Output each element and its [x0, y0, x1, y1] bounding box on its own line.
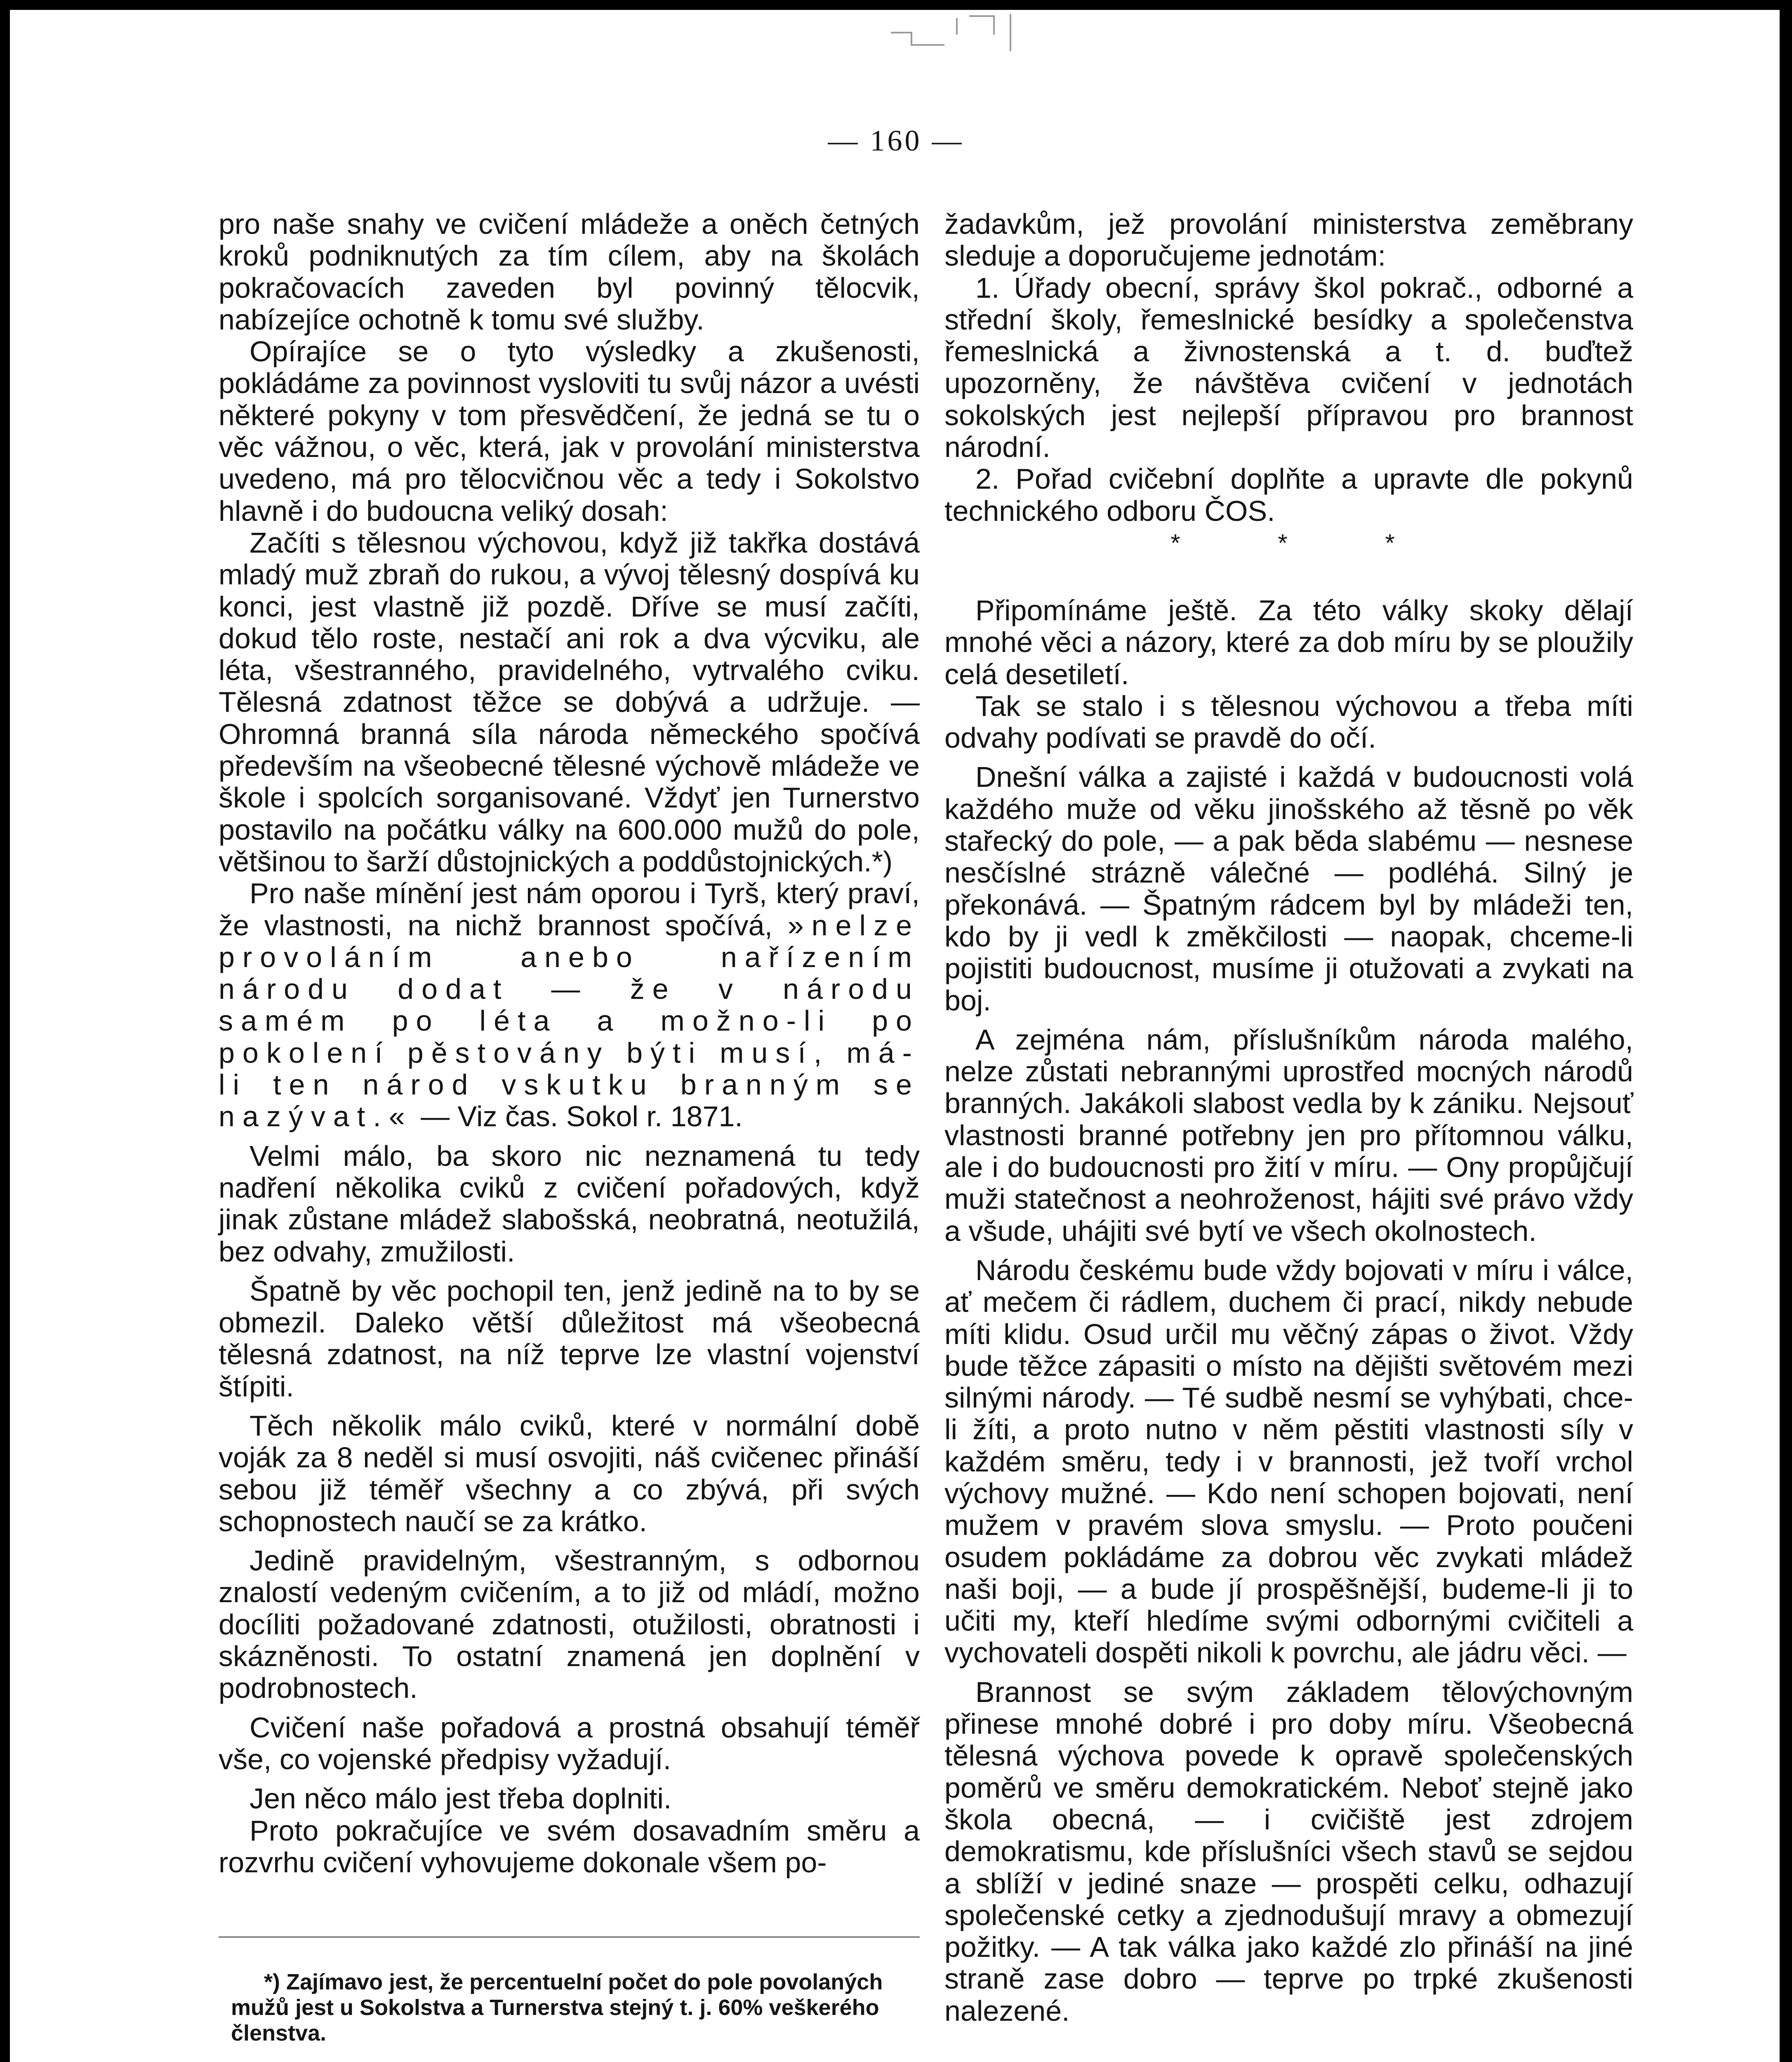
paragraph: Připomínáme ještě. Za této války skoky dělají mnohé věci a názory, které za dob míru by se ploužily celá desetiletí.: [944, 594, 1633, 690]
tyrs-intro: Pro naše mínění jest nám oporou i Tyrš, který praví, že vlastnosti, na nichž brannost spočívá,: [219, 877, 920, 942]
tyrs-source: — Viz čas. Sokol r. 1871.: [412, 1100, 743, 1133]
paragraph: Opírajíce se o tyto výsledky a zkušenosti, pokládáme za povinnost vysloviti tu svůj názor a uvésti některé pokyny v tom přesvědčení, že jedná se tu o věc vážnou, o věc, která, jak v provolání ministerstva uvedeno, má pro tělocvičnou věc a tedy i Sokolstvo hlavně i do budoucna veliký dosah:: [219, 335, 920, 527]
paragraph: pro naše snahy ve cvičení mládeže a oněch četných kroků podniknutých za tím cílem, aby na školách pokračovacích zaveden byl povinný tělocvik, nabízejíce ochotně k tomu své služby.: [219, 208, 920, 336]
paragraph: Velmi málo, ba skoro nic neznamená tu tedy nadření několika cviků z cvičení pořadových, když jinak zůstane mládež slabošská, neobratná, neotužilá, bez odvahy, zmužilosti.: [219, 1139, 920, 1268]
scan-border-left: [0, 0, 10, 2062]
paragraph: žadavkům, jež provolání ministerstva zeměbrany sleduje a doporučujeme jednotám:: [944, 208, 1633, 272]
paragraph: Dnešní válka a zajisté i každá v budoucnosti volá každého muže od věku jinošského až těsně po věk stařecký do pole, — a pak běda slabému — nesnese nesčíslné strázně válečné — podléhá. Silný je překonává. — Špatným rádcem byl by mládeži ten, kdo by ji vedl k změkčilosti — naopak, chceme-li pojistiti budoucnost, musíme ji otužovati a zvykati na boj.: [944, 761, 1633, 1017]
paragraph: Národu českému bude vždy bojovati v míru i válce, ať mečem či rádlem, duchem či prací, nikdy nebude míti klidu. Osud určil mu věčný zápas o život. Vždy bude těžce zápasiti o místo na dějišti světovém mezi silnými národy. — Té sudbě nesmí se vyhýbati, chce-li žíti, a proto nutno v něm pěstiti vlastnosti síly v každém směru, tedy i v brannosti, jež tvoří vrchol výchovy mužné. — Kdo není schopen bojovati, není mužem v pravém slova smyslu. — Proto poučeni osudem pokládáme za dobrou věc zvykati mládež naši boji, — a bude jí prospěšnější, budeme-li ji to učiti my, kteří hledíme svými odbornými cvičiteli a vychovateli dospěti nikoli k povrchu, ale jádru věci. —: [944, 1254, 1633, 1669]
paragraph: A zejména nám, příslušníkům národa malého, nelze zůstati nebrannými uprostřed mocných národů branných. Jakákoli slabost vedla by k zániku. Nejsouť vlastnosti branné potřebny jen pro přítomnou válku, ale i do budoucnosti pro žití v míru. — Ony propůjčují muži statečnost a neohroženost, hájiti své právo vždy a všude, uhájiti své bytí ve všech okolnostech.: [944, 1023, 1633, 1247]
paragraph: Brannost se svým základem tělovýchovným přinese mnohé dobré i pro doby míru. Všeobecná tělesná výchova povede k opravě společenských poměrů ve směru demokratickém. Neboť stejně jako škola obecná, — i cvičiště jest zdrojem demokratismu, kde příslušníci všech stavů se sejdou a sblíží v jediné snaze — prospěti celku, odhazují společenské cetky a zjednodušují mravy a obmezují požitky. — A tak válka jako každé zlo přináší na jiné straně zase dobro — teprve po trpké zkušenosti nalezené.: [944, 1676, 1633, 2027]
paragraph: Začíti s tělesnou výchovou, když již takřka dostává mladý muž zbraň do rukou, a vývoj tělesný dospívá ku konci, jest vlastně již pozdě. Dříve se musí začíti, dokud tělo roste, nestačí ani rok a dva výcviku, ale léta, všestranného, pravidelného, vytrvalého cviku. Tělesná zdatnost těžce se dobývá a udržuje. — Ohromná branná síla národa německého spočívá především na všeobecné tělesné výchově mládeže ve škole i spolcích sorganisované. Vždyť jen Turnerstvo postavilo na počátku války na 600.000 mužů do pole, většinou to šarží důstojnických a poddůstojnických.*): [219, 526, 920, 878]
left-column: [219, 208, 920, 1878]
section-separator: * * *: [1170, 529, 1440, 557]
tyrs-quote: »nelze provoláním anebo nařízením národu dodat — že v národu samém po léta a možno-li po pokolení pěstovány býti musí, má-li ten národ vskutku branným se nazývat.«: [219, 909, 920, 1133]
paragraph: Cvičení naše pořadová a prostná obsahují téměř vše, co vojenské předpisy vyžadují.: [219, 1711, 920, 1775]
scan-artifact-mark: [887, 10, 1043, 53]
scan-border-top: [0, 0, 1792, 10]
paragraph: Těch několik málo cviků, které v normální době voják za 8 neděl si musí osvojiti, náš cvičenec přináší sebou již téměř všechny a co zbývá, při svých schopnostech naučí se za krátko.: [219, 1409, 920, 1537]
paragraph: Tak se stalo i s tělesnou výchovou a třeba míti odvahy podívati se pravdě do očí.: [944, 690, 1633, 754]
page-number: — 160 —: [828, 124, 964, 157]
list-item: 2. Pořad cvičební doplňte a upravte dle pokynů technického odboru ČOS.: [944, 463, 1633, 527]
paragraph: Špatně by věc pochopil ten, jenž jedině na to by se obmezil. Daleko větší důležitost má všeobecná tělesná zdatnost, na níž teprve lze vlastní vojenství štípiti.: [219, 1274, 920, 1403]
paragraph: Jen něco málo jest třeba doplniti.: [250, 1782, 672, 1815]
footnote: *) Zajímavo jest, že percentuelní počet do pole povolaných mužů jest u Sokolstva a Turnerstva stejný t. j. 60% veškerého členstva.: [231, 1970, 883, 2046]
tyrs-paragraph: [219, 878, 920, 1132]
list-item: 1. Úřady obecní, správy škol pokrač., odborné a střední školy, řemeslnické besídky a společenstva řemeslnická a živnostenská a t. d. buďtež upozorněny, že návštěva cvičení v jednotách sokolských jest nejlepší přípravou pro brannost národní.: [944, 271, 1633, 464]
scan-border-right: [1780, 0, 1792, 2062]
paragraph: Proto pokračujíce ve svém dosavadním směru a rozvrhu cvičení vyhovujeme dokonale všem po-: [219, 1814, 920, 1878]
paragraph: Jedině pravidelným, všestranným, s odbornou znalostí vedeným cvičením, a to již od mládí, možno docíliti požadované zdatnosti, otužilosti, obratnosti i skázněnosti. To ostatní znamená jen doplnění v podrobnostech.: [219, 1544, 920, 1704]
footnote-rule: [219, 1936, 920, 1938]
right-column: [944, 208, 1633, 2027]
